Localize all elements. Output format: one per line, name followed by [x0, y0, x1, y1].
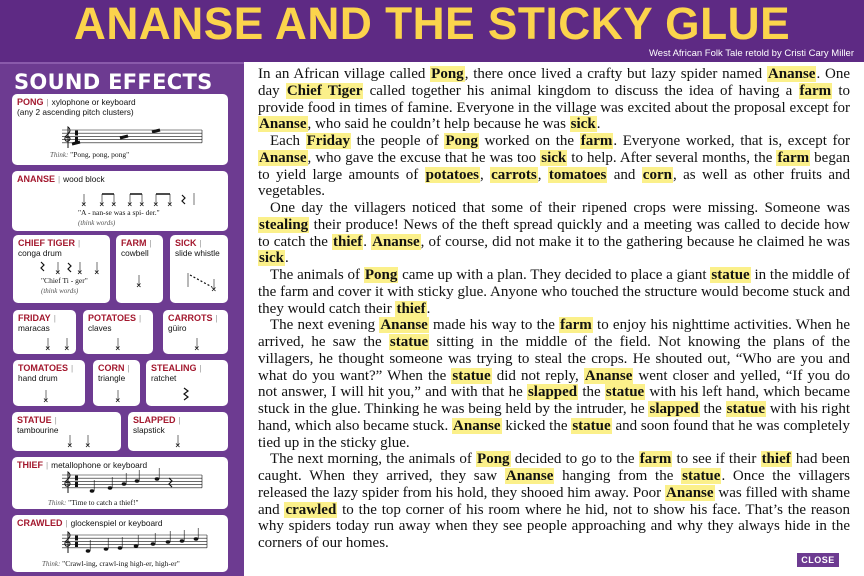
- card-header: [17, 460, 223, 470]
- keyword-label: THIEF: [17, 460, 43, 470]
- card-header: [151, 373, 223, 383]
- story-text-segment: .: [426, 300, 431, 317]
- story-text-segment: had been caught. When they arrived, they saw: [258, 451, 850, 484]
- highlighted-keyword: corn: [642, 166, 672, 183]
- divider: |: [71, 363, 74, 373]
- highlighted-keyword: sick: [541, 149, 567, 166]
- highlighted-keyword: statue: [682, 468, 721, 484]
- keyword-label: FARM: [121, 238, 147, 248]
- keyword-label: STEALING: [151, 363, 197, 373]
- highlighted-keyword: thief: [333, 233, 363, 250]
- story-text-segment: The animals of: [270, 267, 364, 283]
- keyword-label: CARROTS: [168, 313, 213, 323]
- sound-card-sick: [170, 235, 228, 303]
- highlighted-keyword: Ananse: [453, 417, 501, 434]
- instrument-label: glockenspiel or keyboard: [70, 518, 163, 528]
- highlighted-keyword: Ananse: [259, 149, 307, 166]
- divider: |: [199, 363, 202, 373]
- card-header: [88, 313, 148, 323]
- card-header: [133, 425, 223, 435]
- story-text-segment: sitting in the middle of the field. Not knowing the plans of the villagers, he thought someone was trying to steal the crops. He shouted out, “Who are you and what do you want?” When the: [258, 334, 850, 384]
- story-text-segment: began to yield large amounts of: [258, 149, 850, 183]
- highlighted-keyword: Ananse: [380, 317, 428, 334]
- story-text-segment: The next evening: [270, 317, 380, 334]
- sound-card-ananse: [12, 171, 228, 231]
- highlighted-keyword: Friday: [306, 133, 350, 149]
- story-paragraph: [258, 267, 850, 317]
- story-text-segment: ,: [479, 166, 491, 183]
- card-header: [17, 415, 116, 425]
- story-text-segment: , there once lived a crafty but lazy spider named: [464, 66, 767, 82]
- story-text-segment: hanging from the: [554, 468, 682, 484]
- story-text-segment: did not reply,: [491, 367, 584, 384]
- card-header: [18, 373, 80, 383]
- sound-card-stealing: [146, 360, 228, 406]
- think-words: Think: "Time to catch a thief!": [48, 498, 139, 507]
- highlighted-keyword: farm: [799, 82, 832, 99]
- divider: |: [215, 313, 218, 323]
- highlighted-keyword: statue: [452, 367, 491, 384]
- highlighted-keyword: statue: [389, 334, 429, 350]
- keyword-label: CORN: [98, 363, 125, 373]
- sound-card-thief: [12, 457, 228, 509]
- story-text-segment: made his way to the: [428, 317, 560, 334]
- sound-card-tomatoes: [13, 360, 85, 406]
- instrument-label: slapstick: [133, 425, 165, 435]
- highlighted-keyword: statue: [605, 384, 645, 401]
- story-text-segment: , who said he couldn’t help because he was: [307, 116, 570, 133]
- highlighted-keyword: Pong: [431, 66, 464, 82]
- instrument-label: slide whistle: [175, 248, 220, 258]
- card-header: [18, 248, 105, 258]
- story-text-segment: the: [578, 384, 605, 401]
- title-banner: [0, 0, 864, 62]
- highlighted-keyword: carrots: [491, 166, 537, 183]
- instrument-label: güiro: [168, 323, 187, 333]
- story-text-segment: decided to go to the: [510, 451, 639, 468]
- divider: |: [46, 97, 49, 107]
- keyword-label: POTATOES: [88, 313, 137, 323]
- story-paragraph: [258, 200, 850, 267]
- story-text-segment: went closer and yelled, “If you do not answer, I will hit you,” and with that he: [258, 367, 850, 401]
- story-text-segment: to see if their: [672, 451, 761, 468]
- story-text-segment: with his right hand, which also became stuck.: [258, 401, 850, 434]
- divider: |: [78, 238, 81, 248]
- instrument-label: maracas: [18, 323, 50, 333]
- card-header: [121, 238, 158, 248]
- story-text-segment: , of course, did not make it to the gathering because he claimed he was: [420, 233, 851, 250]
- story-text-segment: kicked the: [501, 417, 572, 434]
- divider: |: [53, 313, 56, 323]
- highlighted-keyword: thief: [396, 300, 426, 317]
- story-text-segment: . Everyone worked, that is, except for: [613, 133, 851, 149]
- instrument-label: triangle: [98, 373, 126, 383]
- keyword-label: CRAWLED: [17, 518, 63, 528]
- sound-card-farm: [116, 235, 163, 303]
- sound-card-potatoes: [83, 310, 153, 354]
- sound-card-statue: [12, 412, 121, 451]
- highlighted-keyword: Ananse: [505, 468, 554, 484]
- story-text-segment: In an African village called: [258, 66, 431, 82]
- page-title: ANANSE AND THE STICKY GLUE: [73, 0, 791, 49]
- keyword-label: SLAPPED: [133, 415, 176, 425]
- highlighted-keyword: Ananse: [666, 484, 714, 501]
- card-header: [17, 97, 223, 107]
- highlighted-keyword: tomatoes: [548, 166, 607, 183]
- divider: |: [54, 415, 57, 425]
- highlighted-keyword: Ananse: [584, 367, 633, 384]
- story-text-segment: the: [699, 401, 726, 417]
- highlighted-keyword: statue: [572, 417, 611, 434]
- sound-effects-panel: [0, 62, 244, 576]
- story-text-segment: , who gave the excuse that he was too: [307, 149, 541, 166]
- highlighted-keyword: statue: [711, 267, 750, 283]
- story-text-segment: . Once the villagers released the lazy spider from his hold, they shooed him away. Poor: [258, 468, 850, 501]
- story-text-segment: to enjoy his nighttime activities. When he arrived, he saw the: [258, 317, 850, 350]
- story-text-segment: their produce! News of the theft spread quickly and a meeting was called to decide how to catch the: [258, 216, 850, 250]
- story-text-segment: called together his animal kingdom to discuss the idea of having a: [363, 82, 799, 99]
- keyword-label: ANANSE: [17, 174, 56, 184]
- keyword-label: CHIEF TIGER: [18, 238, 76, 248]
- story-text-segment: .: [285, 250, 289, 267]
- instrument-label: metallophone or keyboard: [51, 460, 148, 470]
- instrument-label: claves: [88, 323, 112, 333]
- highlighted-keyword: Pong: [364, 267, 398, 283]
- story-text-segment: One day the villagers noticed that some of their ripened crops were missing. Someone was: [270, 200, 850, 216]
- keyword-label: SICK: [175, 238, 197, 248]
- story-text: [258, 66, 850, 552]
- story-text-segment: , as well as other fruits and vegetables.: [258, 166, 851, 200]
- instrument-label: cowbell: [121, 248, 149, 258]
- story-text-segment: ,: [537, 166, 548, 183]
- keyword-label: FRIDAY: [18, 313, 51, 323]
- highlighted-keyword: Ananse: [372, 233, 420, 250]
- card-header: [98, 373, 135, 383]
- story-paragraph: [258, 317, 850, 451]
- story-text-segment: to provide food in times of famine. Everyone in the village was excited about the proposal except for: [258, 82, 850, 116]
- highlighted-keyword: Chief Tiger: [286, 82, 363, 99]
- card-header: [18, 323, 71, 333]
- divider: |: [65, 518, 68, 528]
- sound-card-chief-tiger: [13, 235, 110, 303]
- highlighted-keyword: sick: [570, 116, 596, 133]
- keyword-label: STATUE: [17, 415, 52, 425]
- sound-card-friday: [13, 310, 76, 354]
- close-button[interactable]: CLOSE: [797, 553, 839, 567]
- think-words: "Chief Ti - ger" (think words): [41, 276, 88, 295]
- divider: |: [46, 460, 49, 470]
- card-header: [18, 363, 80, 373]
- story-text-segment: to help. After several months, the: [567, 149, 777, 166]
- highlighted-keyword: Ananse: [767, 66, 816, 82]
- divider: |: [149, 238, 152, 248]
- divider: |: [139, 313, 142, 323]
- card-header: [121, 248, 158, 258]
- highlighted-keyword: slapped: [649, 401, 699, 417]
- story-text-segment: and soon found that he was completely tied up in the sticky glue.: [258, 417, 850, 451]
- divider: |: [178, 415, 181, 425]
- story-paragraph: [258, 133, 850, 200]
- card-header: [17, 518, 223, 528]
- highlighted-keyword: sick: [259, 250, 285, 267]
- think-words: "A - nan-se was a spi- der." (think words): [78, 208, 160, 227]
- sound-card-carrots: [163, 310, 228, 354]
- highlighted-keyword: Pong: [477, 451, 510, 468]
- highlighted-keyword: statue: [726, 401, 765, 417]
- highlighted-keyword: potatoes: [425, 166, 479, 183]
- sound-card-crawled: [12, 515, 228, 572]
- highlighted-keyword: farm: [580, 133, 613, 149]
- instrument-label: tambourine: [17, 425, 59, 435]
- think-words: Think: "Crawl-ing, crawl-ing high-er, high-er": [42, 559, 180, 568]
- story-paragraph: [258, 451, 850, 552]
- sound-card-corn: [93, 360, 140, 406]
- sound-effects-heading: SOUND EFFECTS: [14, 70, 213, 94]
- card-header: [133, 415, 223, 425]
- keyword-label: PONG: [17, 97, 44, 107]
- instrument-label: conga drum: [18, 248, 62, 258]
- highlighted-keyword: farm: [560, 317, 592, 334]
- keyword-label: TOMATOES: [18, 363, 69, 373]
- instrument-label: hand drum: [18, 373, 58, 383]
- instrument-label: xylophone or keyboard: [51, 97, 136, 107]
- story-text-segment: the people of: [350, 133, 445, 149]
- card-header: [17, 425, 116, 435]
- story-text-segment: with his left hand, which became stuck in the glue. Thinking he was being held by the intruder, he: [258, 384, 850, 417]
- subtitle: West African Folk Tale retold by Cristi Cary Miller: [648, 48, 854, 59]
- story-text-segment: worked on the: [478, 133, 580, 149]
- story-text-segment: The next morning, the animals of: [270, 451, 477, 468]
- sound-card-slapped: [128, 412, 228, 451]
- divider: |: [127, 363, 130, 373]
- highlighted-keyword: crawled: [285, 501, 337, 518]
- card-header: [18, 238, 105, 248]
- story-text-segment: .: [363, 233, 372, 250]
- instrument-label: wood block: [63, 174, 105, 184]
- instrument-label: ratchet: [151, 373, 177, 383]
- card-header: [175, 238, 223, 248]
- card-header: [151, 363, 223, 373]
- think-words: Think: "Pong, pong, pong": [50, 150, 130, 159]
- highlighted-keyword: slapped: [527, 384, 578, 401]
- sound-card-pong: [12, 94, 228, 165]
- card-header: [98, 363, 135, 373]
- divider: |: [58, 174, 61, 184]
- highlighted-keyword: farm: [639, 451, 672, 468]
- story-text-segment: and: [607, 166, 642, 183]
- card-header: [88, 323, 148, 333]
- story-text-segment: came up with a plan. They decided to place a giant: [398, 267, 711, 283]
- divider: |: [199, 238, 202, 248]
- highlighted-keyword: thief: [761, 451, 791, 468]
- story-text-segment: was filled with shame and: [258, 484, 850, 518]
- card-header: [18, 313, 71, 323]
- instrument-note: (any 2 ascending pitch clusters): [17, 107, 134, 117]
- card-header: [168, 323, 223, 333]
- highlighted-keyword: Ananse: [259, 116, 307, 133]
- story-paragraph: [258, 66, 850, 133]
- story-text-segment: .: [596, 116, 601, 133]
- card-header: [17, 174, 223, 184]
- story-text-segment: in the middle of the farm and cover it with sticky glue. Anyone who touched the structure would become stuck and they would catch their: [258, 267, 850, 317]
- story-text-segment: Each: [270, 133, 306, 149]
- story-text-segment: . One day: [258, 66, 850, 99]
- card-header: [175, 248, 223, 258]
- card-header: [168, 313, 223, 323]
- highlighted-keyword: Pong: [445, 133, 478, 149]
- highlighted-keyword: farm: [777, 149, 810, 166]
- highlighted-keyword: stealing: [259, 216, 309, 233]
- story-text-segment: to the top corner of his room where he hid, not to show his face. That’s the reason why spiders today run away when they see people approaching and why they always hide in the corners of our homes.: [258, 501, 850, 551]
